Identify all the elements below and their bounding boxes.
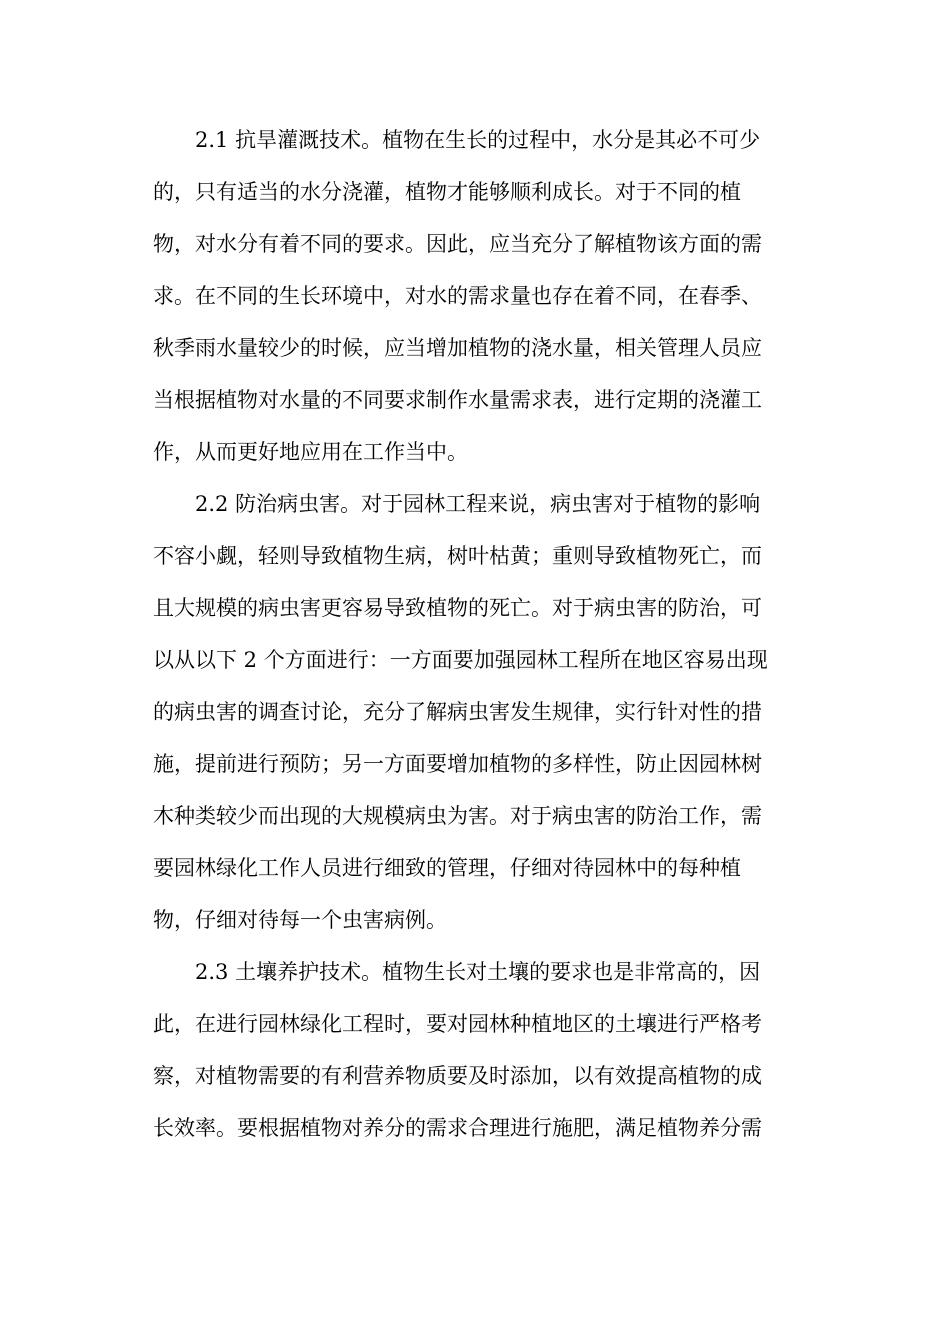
paragraph-line: 木种类较少而出现的大规模病虫为害。对于病虫害的防治工作，需 bbox=[153, 804, 762, 828]
paragraph-line: 当根据植物对水量的不同要求制作水量需求表，进行定期的浇灌工 bbox=[153, 388, 762, 412]
paragraph-line: 物，对水分有着不同的要求。因此，应当充分了解植物该方面的需 bbox=[153, 232, 762, 256]
paragraph-line: 且大规模的病虫害更容易导致植物的死亡。对于病虫害的防治，可 bbox=[153, 596, 762, 620]
paragraph-line: 此，在进行园林绿化工程时，要对园林种植地区的土壤进行严格考 bbox=[153, 1012, 762, 1036]
paragraph-line: 要园林绿化工作人员进行细致的管理，仔细对待园林中的每种植 bbox=[153, 856, 741, 880]
paragraph-line: 的，只有适当的水分浇灌，植物才能够顺利成长。对于不同的植 bbox=[153, 180, 741, 204]
paragraph-2-3 bbox=[153, 946, 799, 1154]
paragraph-line: 2.3 土壤养护技术。植物生长对土壤的要求也是非常高的，因 bbox=[195, 960, 761, 984]
paragraph-line: 不容小觑，轻则导致植物生病，树叶枯黄；重则导致植物死亡，而 bbox=[153, 544, 762, 568]
paragraph-line: 2.1 抗旱灌溉技术。植物在生长的过程中，水分是其必不可少 bbox=[195, 128, 761, 152]
paragraph-2-1 bbox=[153, 114, 799, 478]
paragraph-line: 求。在不同的生长环境中，对水的需求量也存在着不同，在春季、 bbox=[153, 284, 762, 308]
paragraph-line: 察，对植物需要的有利营养物质要及时添加，以有效提高植物的成 bbox=[153, 1064, 762, 1088]
paragraph-2-2 bbox=[153, 478, 799, 946]
paragraph-line: 长效率。要根据植物对养分的需求合理进行施肥，满足植物养分需 bbox=[153, 1116, 762, 1140]
paragraph-line: 施，提前进行预防；另一方面要增加植物的多样性，防止因园林树 bbox=[153, 752, 762, 776]
paragraph-line: 物，仔细对待每一个虫害病例。 bbox=[153, 908, 447, 932]
paragraph-line: 的病虫害的调查讨论，充分了解病虫害发生规律，实行针对性的措 bbox=[153, 700, 762, 724]
paragraph-line: 作，从而更好地应用在工作当中。 bbox=[153, 440, 468, 464]
body-text bbox=[153, 114, 799, 1154]
paragraph-line: 以从以下 2 个方面进行：一方面要加强园林工程所在地区容易出现 bbox=[153, 648, 768, 672]
paragraph-line: 秋季雨水量较少的时候，应当增加植物的浇水量，相关管理人员应 bbox=[153, 336, 762, 360]
paragraph-line: 2.2 防治病虫害。对于园林工程来说，病虫害对于植物的影响 bbox=[195, 492, 761, 516]
